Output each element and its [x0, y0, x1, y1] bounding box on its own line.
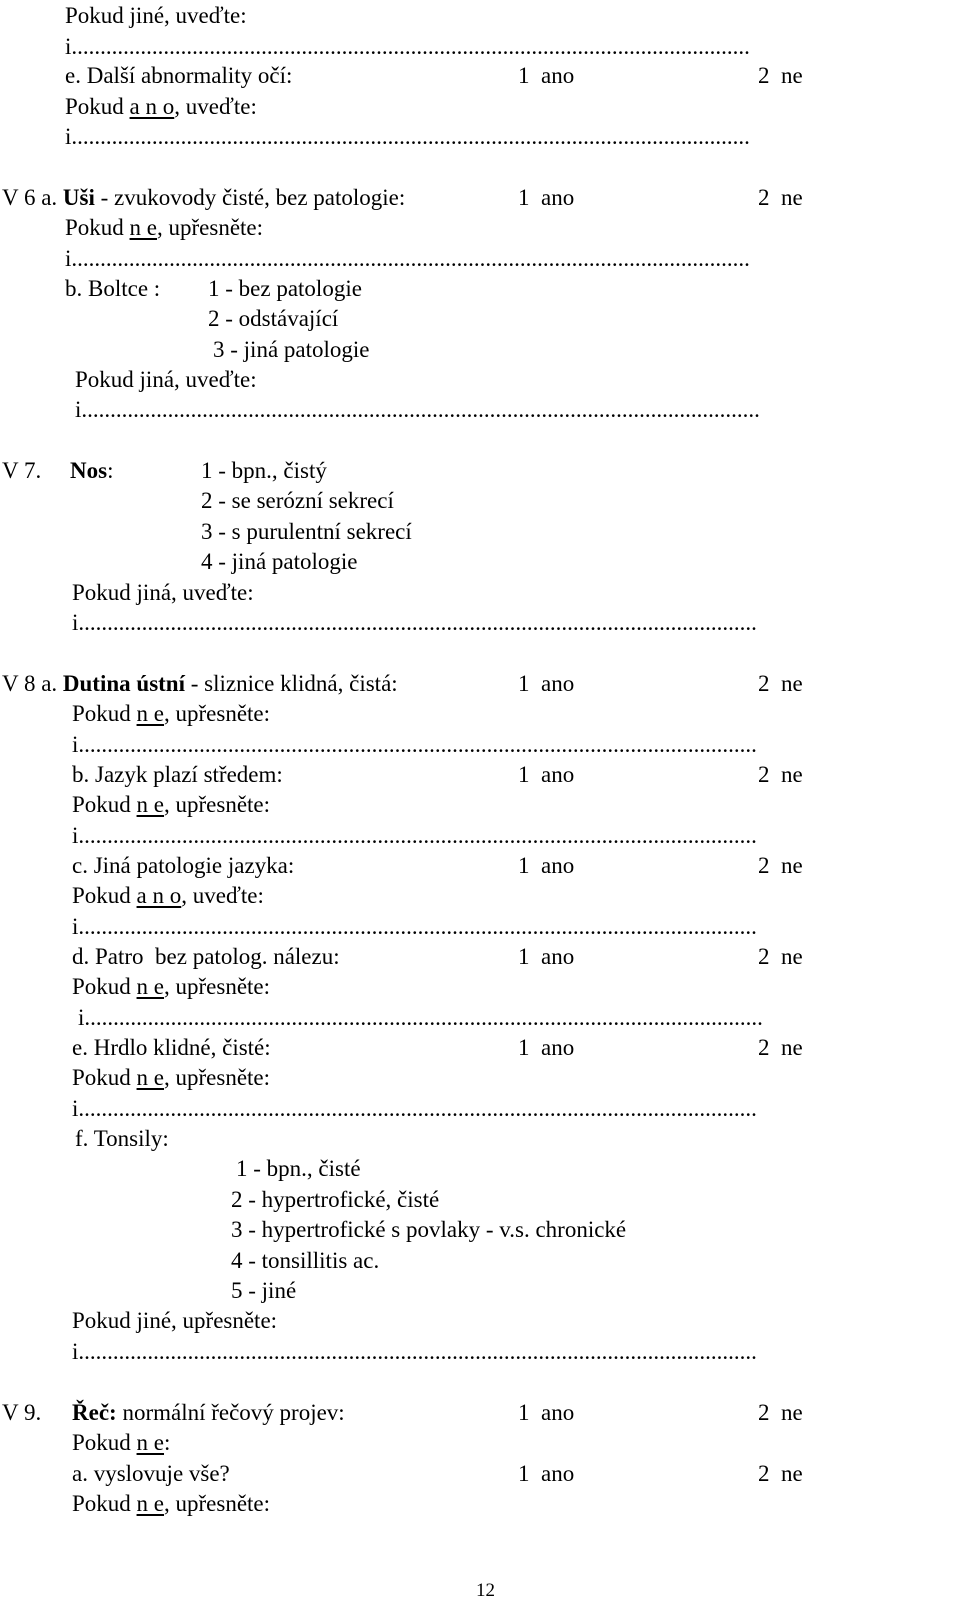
question-v8c-jina-patologie: c. Jiná patologie jazyka: — [72, 853, 295, 878]
option-yes[interactable]: 1 ano — [518, 944, 575, 969]
option-2[interactable]: 2 - se serózní sekrecí — [201, 488, 394, 513]
option-no[interactable]: 2 ne — [758, 1461, 803, 1486]
option-yes[interactable]: 1 ano — [518, 1461, 575, 1486]
question-v7-nos: Nos: — [70, 458, 114, 483]
pokud-ano-label: Pokud a n o, uveďte: — [72, 883, 264, 908]
question-v9-number: V 9. — [2, 1400, 42, 1425]
pokud-ne-label: Pokud n e, upřesněte: — [72, 1065, 271, 1090]
question-v8e-hrdlo: e. Hrdlo klidné, čisté: — [72, 1035, 271, 1060]
fill-in-line[interactable]: i...................................................................................................................... — [75, 397, 760, 422]
pokud-ne-label: Pokud n e, upřesněte: — [72, 1491, 271, 1516]
pokud-jine-label: Pokud jiné, uveďte: — [65, 3, 247, 28]
pokud-ano-label: Pokud a n o, uveďte: — [65, 94, 257, 119]
option-yes[interactable]: 1 ano — [518, 1035, 575, 1060]
fill-in-line[interactable]: i...................................................................................................................... — [78, 1005, 763, 1030]
question-e-abnormality: e. Další abnormality očí: — [65, 63, 293, 88]
option-no[interactable]: 2 ne — [758, 944, 803, 969]
option-no[interactable]: 2 ne — [758, 185, 803, 210]
question-v8d-patro: d. Patro bez patolog. nálezu: — [72, 944, 340, 969]
option-yes[interactable]: 1 ano — [518, 1400, 575, 1425]
option-4[interactable]: 4 - tonsillitis ac. — [231, 1248, 380, 1273]
fill-in-line[interactable]: i...................................................................................................................... — [65, 246, 750, 271]
question-v7-number: V 7. — [2, 458, 42, 483]
option-1[interactable]: 1 - bpn., čistý — [201, 458, 327, 483]
question-v8a-dutina: V 8 a. Dutina ústní - sliznice klidná, čistá: — [2, 671, 398, 696]
option-no[interactable]: 2 ne — [758, 1400, 803, 1425]
fill-in-line[interactable]: i...................................................................................................................... — [72, 610, 757, 635]
pokud-ne-label: Pokud n e, upřesněte: — [72, 701, 271, 726]
pokud-jina-label: Pokud jiná, uveďte: — [72, 580, 254, 605]
page-number: 12 — [476, 1580, 495, 1601]
option-no[interactable]: 2 ne — [758, 63, 803, 88]
pokud-ne-label: Pokud n e, upřesněte: — [72, 792, 271, 817]
option-yes[interactable]: 1 ano — [518, 63, 575, 88]
option-yes[interactable]: 1 ano — [518, 671, 575, 696]
option-3[interactable]: 3 - hypertrofické s povlaky - v.s. chronické — [231, 1217, 627, 1242]
option-2[interactable]: 2 - odstávající — [208, 306, 339, 331]
question-v8b-jazyk: b. Jazyk plazí středem: — [72, 762, 283, 787]
option-2[interactable]: 2 - hypertrofické, čisté — [231, 1187, 440, 1212]
question-v6a-usi: V 6 a. Uši - zvukovody čisté, bez patologie: — [2, 185, 406, 210]
question-v9-rec: Řeč: normální řečový projev: — [72, 1400, 345, 1425]
question-v8f-tonsily: f. Tonsily: — [75, 1126, 169, 1151]
option-3[interactable]: 3 - jiná patologie — [213, 337, 370, 362]
option-5[interactable]: 5 - jiné — [231, 1278, 297, 1303]
option-4[interactable]: 4 - jiná patologie — [201, 549, 358, 574]
pokud-ne-label: Pokud n e, upřesněte: — [65, 215, 264, 240]
option-no[interactable]: 2 ne — [758, 1035, 803, 1060]
option-1[interactable]: 1 - bpn., čisté — [236, 1156, 361, 1181]
pokud-ne-label: Pokud n e, upřesněte: — [72, 974, 271, 999]
pokud-jine-label: Pokud jiné, upřesněte: — [72, 1308, 278, 1333]
fill-in-line[interactable]: i...................................................................................................................... — [72, 823, 757, 848]
option-no[interactable]: 2 ne — [758, 762, 803, 787]
fill-in-line[interactable]: i...................................................................................................................... — [65, 124, 750, 149]
fill-in-line[interactable]: i...................................................................................................................... — [72, 914, 757, 939]
option-3[interactable]: 3 - s purulentní sekrecí — [201, 519, 412, 544]
fill-in-line[interactable]: i...................................................................................................................... — [72, 1339, 757, 1364]
question-v6b-boltce: b. Boltce : — [65, 276, 161, 301]
fill-in-line[interactable]: i...................................................................................................................... — [72, 1096, 757, 1121]
option-1[interactable]: 1 - bez patologie — [208, 276, 362, 301]
option-yes[interactable]: 1 ano — [518, 762, 575, 787]
option-yes[interactable]: 1 ano — [518, 853, 575, 878]
question-v9a-vyslovuje: a. vyslovuje vše? — [72, 1461, 230, 1486]
option-no[interactable]: 2 ne — [758, 853, 803, 878]
fill-in-line[interactable]: i...................................................................................................................... — [65, 34, 750, 59]
pokud-jina-label: Pokud jiná, uveďte: — [75, 367, 257, 392]
fill-in-line[interactable]: i...................................................................................................................... — [72, 732, 757, 757]
option-no[interactable]: 2 ne — [758, 671, 803, 696]
option-yes[interactable]: 1 ano — [518, 185, 575, 210]
pokud-ne-label: Pokud n e: — [72, 1430, 171, 1455]
